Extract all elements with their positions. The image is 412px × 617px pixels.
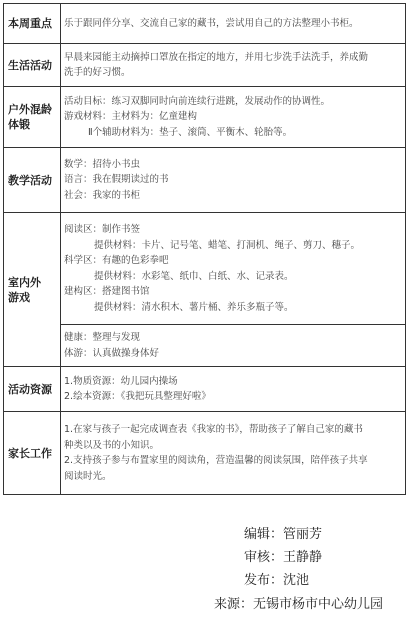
text-line: 活动目标：练习双脚同时向前连续行进跳，发展动作的协调性。 bbox=[64, 95, 331, 107]
text-line: 提供材料：清水积木、薯片桶、养乐多瓶子等。 bbox=[94, 301, 294, 313]
text-line: 早晨来园能主动摘掉口罩放在指定的地方，并用七步洗手法洗手，养成勤 bbox=[64, 51, 369, 63]
row-resources bbox=[4, 367, 406, 412]
row-teaching bbox=[4, 148, 406, 213]
label-focus: 本周重点 bbox=[4, 4, 61, 44]
text-line: 种类以及书的小知识。 bbox=[64, 439, 160, 451]
label-line: 游戏 bbox=[8, 290, 30, 304]
content-indoor-health bbox=[61, 325, 406, 367]
text-line: 数学：招待小书虫 bbox=[64, 158, 141, 170]
content-resources bbox=[61, 367, 406, 412]
label-line: 室内外 bbox=[8, 275, 41, 289]
text-line: 提供材料：卡片、记号笔、蜡笔、打洞机、绳子、剪刀、穗子。 bbox=[94, 239, 361, 251]
text-line: 乐于跟同伴分享、交流自己家的藏书，尝试用自己的方法整理小书柜。 bbox=[64, 17, 359, 29]
text-line: 1.物质资源：幼儿园内操场 bbox=[64, 375, 178, 387]
footer-publisher: 发布：沈池 bbox=[244, 573, 310, 588]
text-line: 游戏材料：主材料为：亿童建构 bbox=[64, 111, 198, 123]
label-outdoor bbox=[4, 87, 61, 148]
text-line: 提供材料：水彩笔、纸巾、白纸、水、记录表。 bbox=[94, 270, 294, 282]
row-life bbox=[4, 44, 406, 87]
text-line: 1.在家与孩子一起完成调查表《我家的书》，帮助孩子了解自己家的藏书 bbox=[64, 424, 363, 435]
text-line: 健康：整理与发现 bbox=[64, 332, 141, 343]
content-outdoor bbox=[61, 87, 406, 148]
row-focus bbox=[4, 4, 406, 44]
label-parents: 家长工作 bbox=[4, 412, 61, 495]
text-line: 阅读区：制作书签 bbox=[64, 224, 141, 235]
label-teaching: 教学活动 bbox=[4, 148, 61, 213]
row-outdoor bbox=[4, 87, 406, 148]
text-line: 洗手的好习惯。 bbox=[64, 67, 131, 78]
content-teaching bbox=[61, 148, 406, 213]
footer-source: 来源：无锡市杨市中心幼儿园 bbox=[214, 597, 384, 612]
row-parents bbox=[4, 412, 406, 495]
text-line: 2.绘本资源：《我把玩具整理好啦》 bbox=[64, 391, 211, 402]
content-indoor-areas bbox=[61, 213, 406, 325]
label-indoor bbox=[4, 213, 61, 367]
text-line: 建构区：搭建图书馆 bbox=[64, 286, 150, 297]
text-line: 科学区：有趣的色彩拳吧 bbox=[64, 255, 169, 266]
footer-editor: 编辑：管丽芳 bbox=[244, 527, 323, 542]
text-line: 阅读时光。 bbox=[64, 470, 112, 482]
label-line: 户外混龄 bbox=[8, 103, 52, 116]
weekly-plan-table bbox=[3, 3, 406, 495]
row-indoor-health bbox=[4, 325, 406, 367]
text-line: 语言：我在假期读过的书 bbox=[64, 174, 169, 186]
text-line: 体游：认真做操身体好 bbox=[64, 347, 160, 359]
row-indoor-areas bbox=[4, 213, 406, 325]
footer-reviewer: 审核：王静静 bbox=[244, 550, 323, 565]
content-focus bbox=[61, 4, 406, 44]
content-parents bbox=[61, 412, 406, 495]
content-life bbox=[61, 44, 406, 87]
label-line: 体锻 bbox=[8, 118, 30, 131]
label-life: 生活活动 bbox=[4, 44, 61, 87]
label-resources: 活动资源 bbox=[4, 367, 61, 412]
text-line: Ⅱ个辅助材料为：垫子、滚筒、平衡木、轮胎等。 bbox=[88, 126, 293, 138]
text-line: 2.支持孩子参与布置家里的阅读角，营造温馨的阅读氛围，陪伴孩子共享 bbox=[64, 455, 368, 466]
text-line: 社会：我家的书柜 bbox=[64, 189, 141, 201]
